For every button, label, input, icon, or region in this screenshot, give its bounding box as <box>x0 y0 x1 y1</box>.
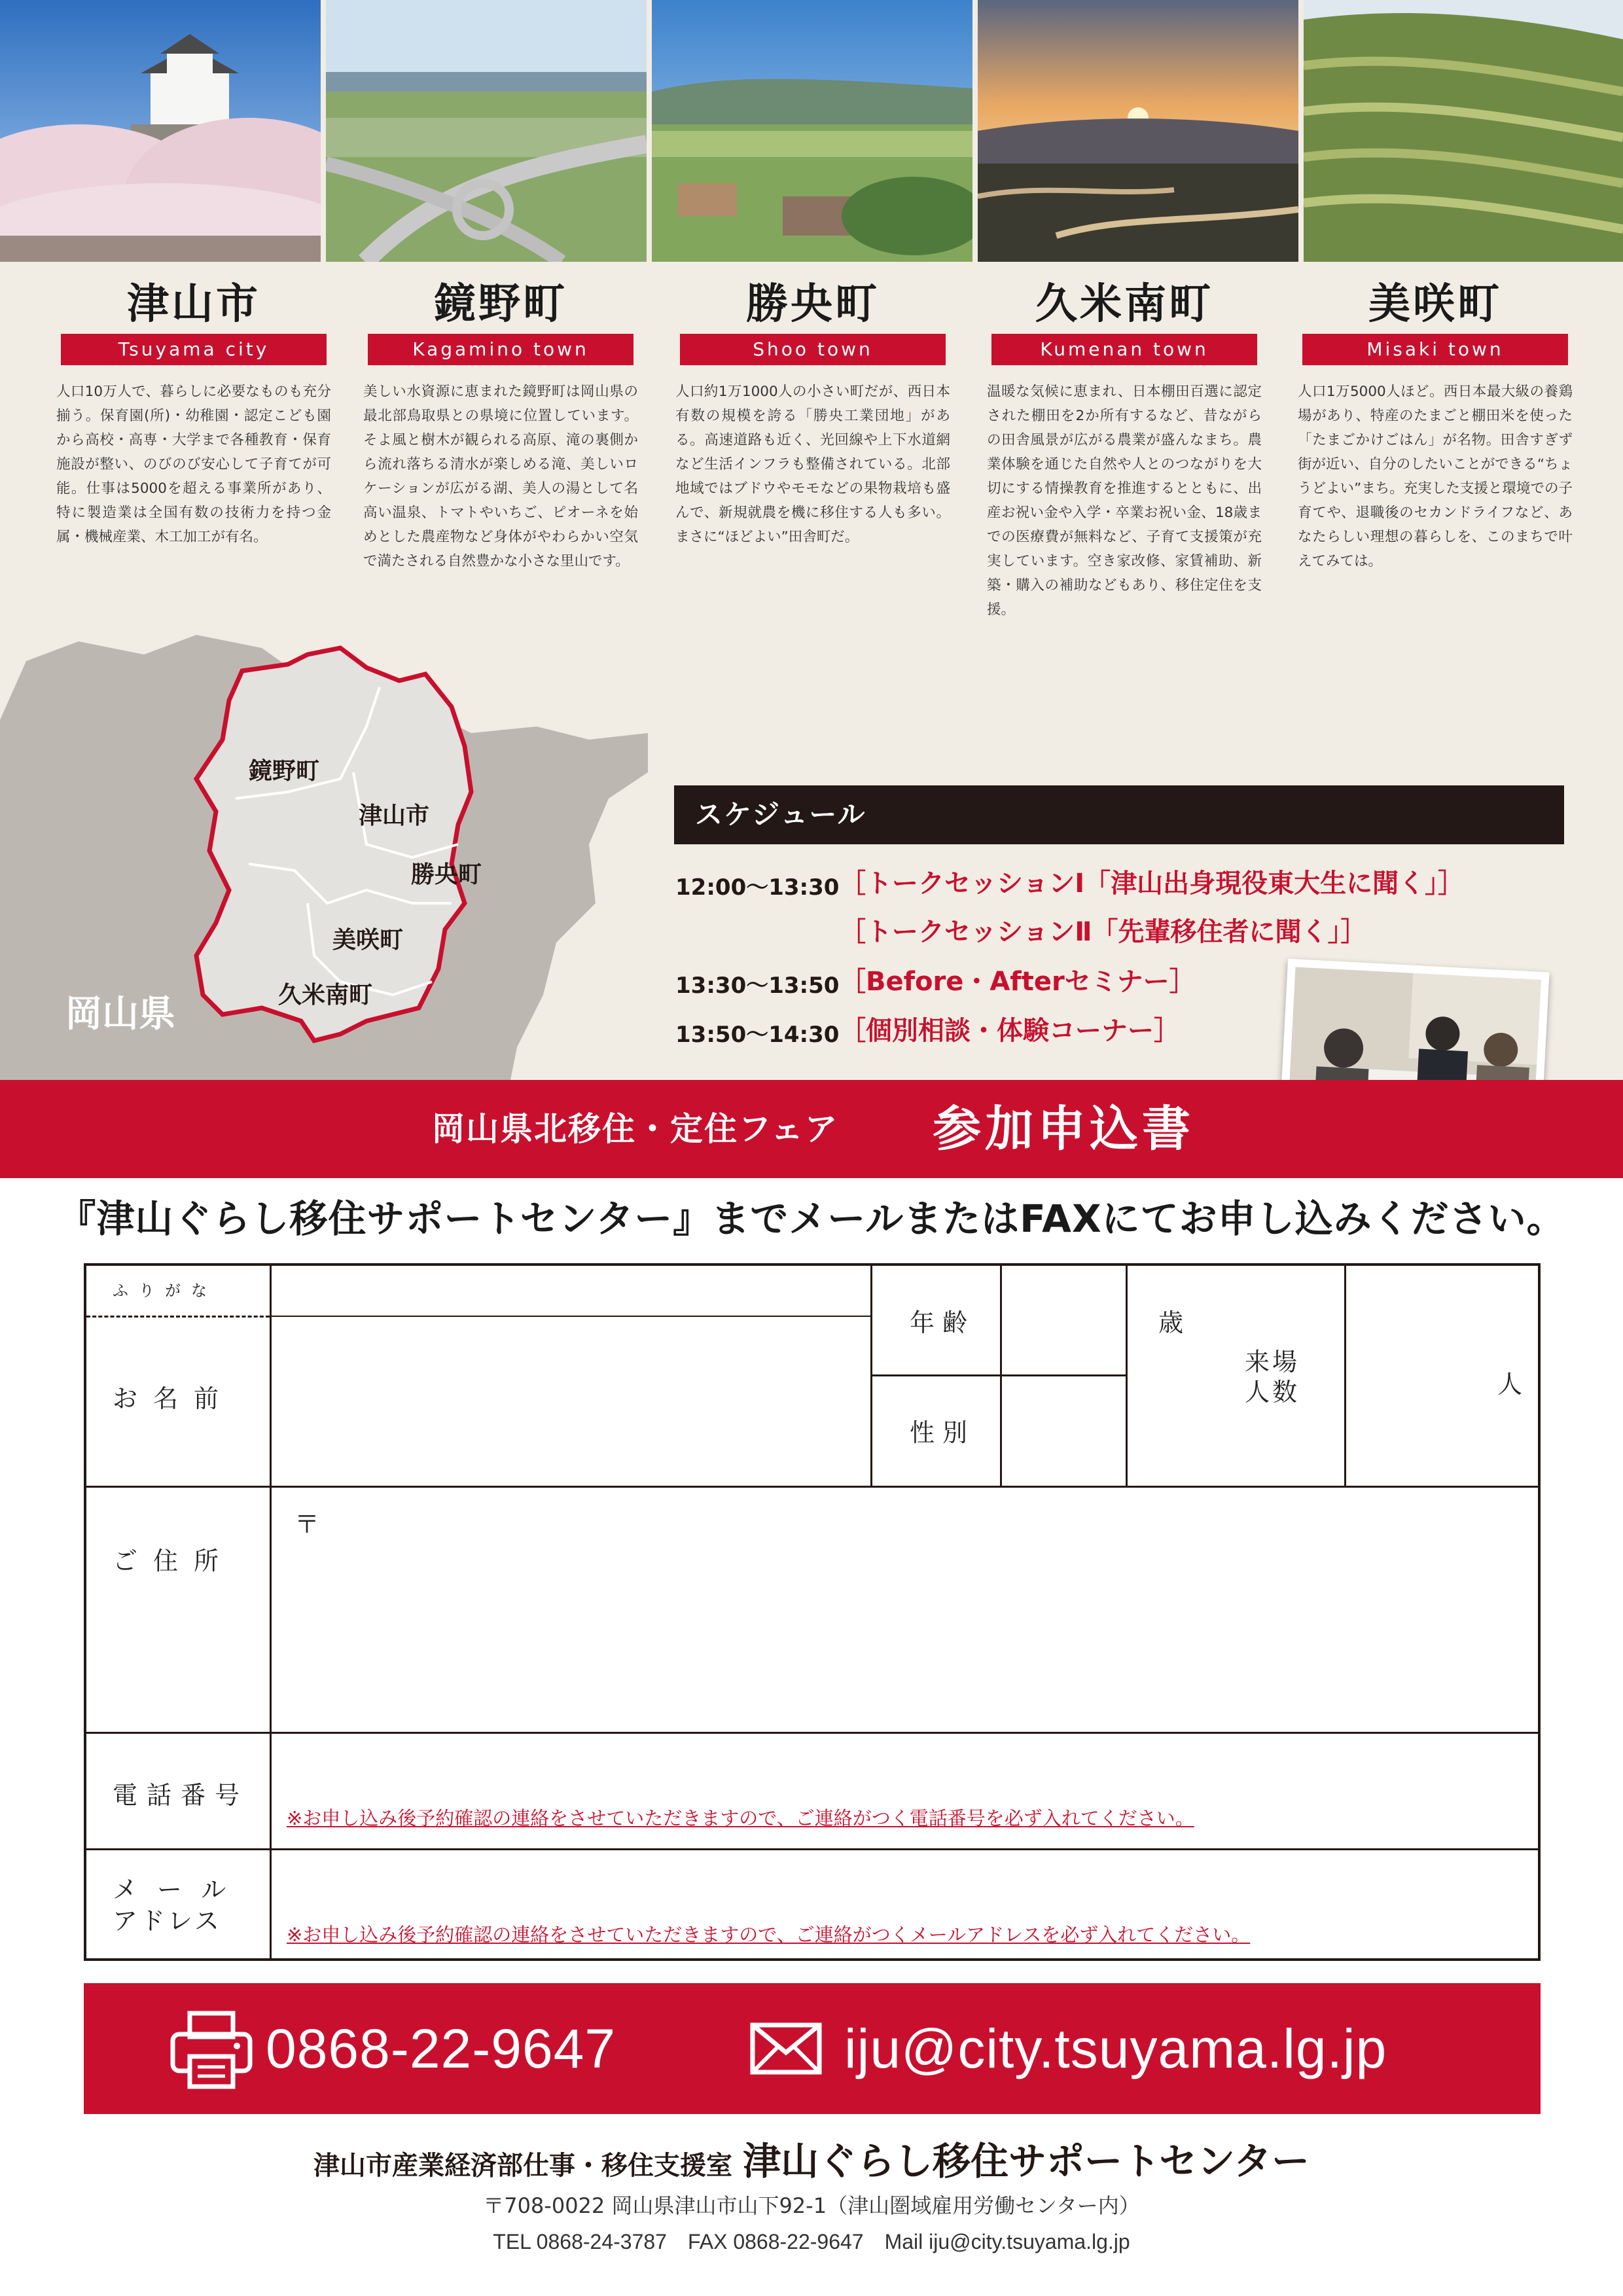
town-tsuyama <box>56 275 331 549</box>
town-name: 美咲町 <box>1368 280 1502 329</box>
town-description: 人口10万人で、暮らしに必要なものも充分揃う。保育園(所)・幼稚園・認定こども園から高校・高専・大学まで各種教育・保育施設が整い、のびのび安心して子育てが可能。仕事は5000を超える事業所があり、特に製造業は全国有数の技術力を持つ金属・機械産業、木工加工が有名。 <box>56 384 331 545</box>
schedule-title: スケジュール <box>695 798 866 831</box>
map-label-kagamino: 鏡野町 <box>249 758 320 785</box>
area-map <box>0 628 654 1080</box>
phone-label: 電話番号 <box>113 1781 249 1810</box>
sex-input[interactable] <box>1005 1378 1123 1483</box>
town-name: 久米南町 <box>1035 280 1213 329</box>
fax-icon <box>169 2011 254 2089</box>
email-label-line2: アドレス <box>113 1907 222 1935</box>
footer-organization <box>0 2130 1623 2185</box>
town-en-label: Tsuyama city <box>61 334 327 365</box>
age-unit: 歳 <box>1158 1308 1184 1337</box>
town-description: 人口1万5000人ほど。西日本最大級の養鶏場があり、特産のたまごと棚田米を使った「たまごかけごはん」が名物。田舎すぎず街が近い、自分のしたいことができる“ちょうどよい”まち。充実した支援と環境での子育てや、退職後のセカンドライフなど、あなたらしい理想の暮らしを、このまちで叶えてみては。 <box>1298 384 1573 569</box>
postal-mark: 〒 <box>294 1510 320 1539</box>
application-form <box>84 1263 1541 1961</box>
map-label-shoo: 勝央町 <box>411 861 482 888</box>
map-label-kumenan: 久米南町 <box>278 982 373 1009</box>
town-en-label: Kagamino town <box>368 334 633 365</box>
kagamino-highway-photo <box>326 0 647 262</box>
visitors-label: 来場人数 <box>1245 1348 1300 1407</box>
schedule-time: 13:30～13:50 <box>675 973 840 999</box>
email-label-line1: メール <box>113 1875 246 1904</box>
banner-title: 参加申込書 <box>933 1101 1194 1157</box>
sex-label: 性別 <box>910 1418 976 1447</box>
town-description: 美しい水資源に恵まれた鏡野町は岡山県の最北部鳥取県との県境に位置しています。そよ風と樹木が観られる高原、滝の裏側から流れ落ちる清水が楽しめる滝、美しいロケーションが広がる湖、美人の湯として名高い温泉、トマトやいちご、ピオーネを始めとした農産物など身体がやわらかい空気で満たされる自然豊かな小さな里山です。 <box>363 384 638 569</box>
address-label: ご住所 <box>113 1547 235 1575</box>
visitors-unit: 人 <box>1497 1370 1523 1399</box>
email-input[interactable] <box>276 1854 1533 1916</box>
schedule-time: 13:50～14:30 <box>675 1022 840 1048</box>
town-kumenan <box>987 275 1262 622</box>
phone-input[interactable] <box>276 1737 1533 1800</box>
footer-contact: TEL 0868-24-3787 FAX 0868-22-9647 Mail iju@city.tsuyama.lg.jp <box>493 2230 1130 2253</box>
email-note: ※お申し込み後予約確認の連絡をさせていただきますので、ご連絡がつくメールアドレスを必ず入れてください。 <box>287 1924 1251 1946</box>
furigana-label: ふりがな <box>113 1282 217 1300</box>
town-name: 津山市 <box>127 280 260 329</box>
town-en-label: Misaki town <box>1302 334 1568 365</box>
mail-icon <box>750 2022 822 2075</box>
schedule-item: ［Before・Afterセミナー］ <box>840 967 1196 997</box>
map-label-misaki: 美咲町 <box>332 927 404 954</box>
town-en-label: Kumenan town <box>991 334 1257 365</box>
shoo-town-photo <box>652 0 972 262</box>
instruction-text: 『津山ぐらし移住サポートセンター』までメールまたはFAXにてお申し込みください。 <box>58 1196 1565 1241</box>
name-input[interactable] <box>276 1319 865 1482</box>
town-kagamino <box>363 275 638 573</box>
schedule-item: ［トークセッションⅡ「先輩移住者に聞く」］ <box>840 917 1367 947</box>
kumenan-sunset-photo <box>978 0 1298 262</box>
email-address[interactable]: iju@city.tsuyama.lg.jp <box>844 2018 1387 2079</box>
footer-center-name: 津山ぐらし移住サポートセンター <box>743 2139 1310 2183</box>
age-input[interactable] <box>1005 1270 1123 1372</box>
map-label-tsuyama: 津山市 <box>359 802 430 829</box>
application-banner <box>0 1080 1623 1178</box>
town-shoo <box>675 275 950 549</box>
town-misaki <box>1298 275 1573 573</box>
schedule-header <box>674 785 1564 844</box>
town-name: 勝央町 <box>746 280 880 329</box>
town-name: 鏡野町 <box>434 280 567 329</box>
address-input[interactable] <box>276 1492 1533 1728</box>
phone-note: ※お申し込み後予約確認の連絡をさせていただきますので、ご連絡がつく電話番号を必ず入れてください。 <box>287 1807 1194 1829</box>
age-label: 年齢 <box>910 1308 976 1337</box>
town-en-label: Shoo town <box>680 334 946 365</box>
misaki-terraces-photo <box>1304 0 1623 262</box>
schedule-time: 12:00～13:30 <box>675 874 840 901</box>
fax-number[interactable]: 0868-22-9647 <box>266 2018 616 2079</box>
name-label: お名前 <box>113 1384 235 1413</box>
tsuyama-castle-photo <box>0 0 321 262</box>
furigana-input[interactable] <box>276 1270 865 1313</box>
town-description: 温暖な気候に恵まれ、日本棚田百選に認定された棚田を2か所有するなど、昔ながらの田舎風景が広がる農業が盛んなまち。農業体験を通じた自然や人とのつながりを大切にする情操教育を推進するとともに、出産お祝い金や入学・卒業お祝い金、18歳までの医療費が無料など、子育て支援策が充実しています。空き家改修、家賃補助、新築・購入の補助などもあり、移住定住を支援。 <box>987 384 1262 618</box>
contact-bar <box>84 1983 1541 2114</box>
banner-event-name: 岡山県北移住・定住フェア <box>432 1110 839 1148</box>
map-label-prefecture: 岡山県 <box>65 993 175 1035</box>
footer-department: 津山市産業経済部仕事・移住支援室 <box>313 2151 733 2181</box>
schedule-item: ［トークセッションⅠ「津山出身現役東大生に聞く」］ <box>840 869 1465 899</box>
footer-address: 〒708-0022 岡山県津山市山下92-1（津山圏域雇用労働センター内） <box>483 2193 1140 2218</box>
schedule-item: ［個別相談・体験コーナー］ <box>840 1016 1180 1046</box>
town-description: 人口約1万1000人の小さい町だが、西日本有数の規模を誇る「勝央工業団地」がある。高速道路も近く、光回線や上下水道網など生活インフラも整備されている。北部地域ではブドウやモモなどの果物栽培も盛んで、新規就農を機に移住する人も多い。まさに“ほどよい”田舎町だ。 <box>675 384 950 545</box>
